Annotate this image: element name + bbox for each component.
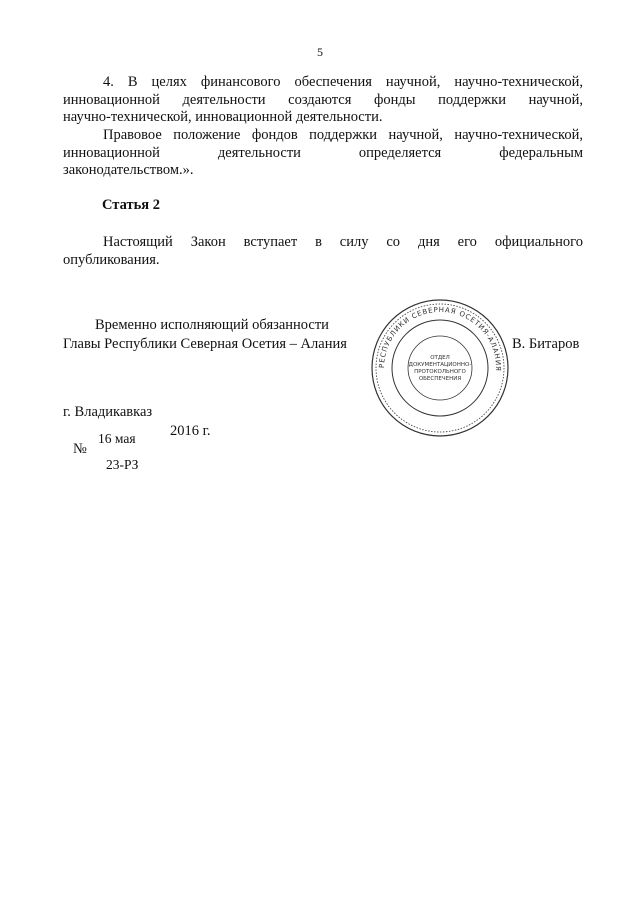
- paragraph-line: законодательством.».: [63, 162, 194, 178]
- svg-text:ОТДЕЛ: ОТДЕЛ: [430, 355, 450, 361]
- stamp-ring-text: РЕСПУБЛИКИ СЕВЕРНАЯ ОСЕТИЯ-АЛАНИЯ: [377, 305, 503, 372]
- law-number: 23-РЗ: [106, 457, 139, 472]
- place: г. Владикавказ: [63, 404, 153, 420]
- svg-text:ДОКУМЕНТАЦИОННО-: ДОКУМЕНТАЦИОННО-: [408, 362, 472, 368]
- svg-text:ОБЕСПЕЧЕНИЯ: ОБЕСПЕЧЕНИЯ: [418, 376, 462, 382]
- svg-text:ПРОТОКОЛЬНОГО: ПРОТОКОЛЬНОГО: [414, 369, 466, 375]
- page-number: 5: [317, 45, 323, 59]
- signatory-name: В. Битаров: [512, 336, 580, 352]
- date-day-month: 16 мая: [98, 431, 136, 446]
- paragraph-line: опубликования.: [63, 251, 160, 268]
- paragraph-funding: [63, 74, 583, 127]
- paragraph-line: Настоящий Закон вступает в силу со дня его официального: [103, 234, 583, 250]
- paragraph-line: научно-технической, инновационной деятельности.: [63, 109, 383, 125]
- signatory-title-line1: Временно исполняющий обязанности: [95, 317, 329, 333]
- date-year: 2016 г.: [170, 423, 211, 439]
- paragraph-entry-into-force: [63, 234, 583, 269]
- official-stamp: [370, 298, 510, 438]
- paragraph-line: инновационной деятельности создаются фонды поддержки научной,: [63, 91, 583, 108]
- paragraph-line: Правовое положение фондов поддержки научной, научно-технической,: [103, 127, 583, 143]
- signatory-title-line2: Главы Республики Северная Осетия – Алания: [63, 336, 347, 352]
- number-sign: №: [73, 441, 87, 457]
- article-heading: Статья 2: [102, 197, 160, 213]
- paragraph-line: инновационной деятельности определяется федеральным: [63, 144, 583, 161]
- paragraph-legal-status: [63, 127, 583, 180]
- paragraph-line: 4. В целях финансового обеспечения научной, научно-технической,: [103, 74, 583, 90]
